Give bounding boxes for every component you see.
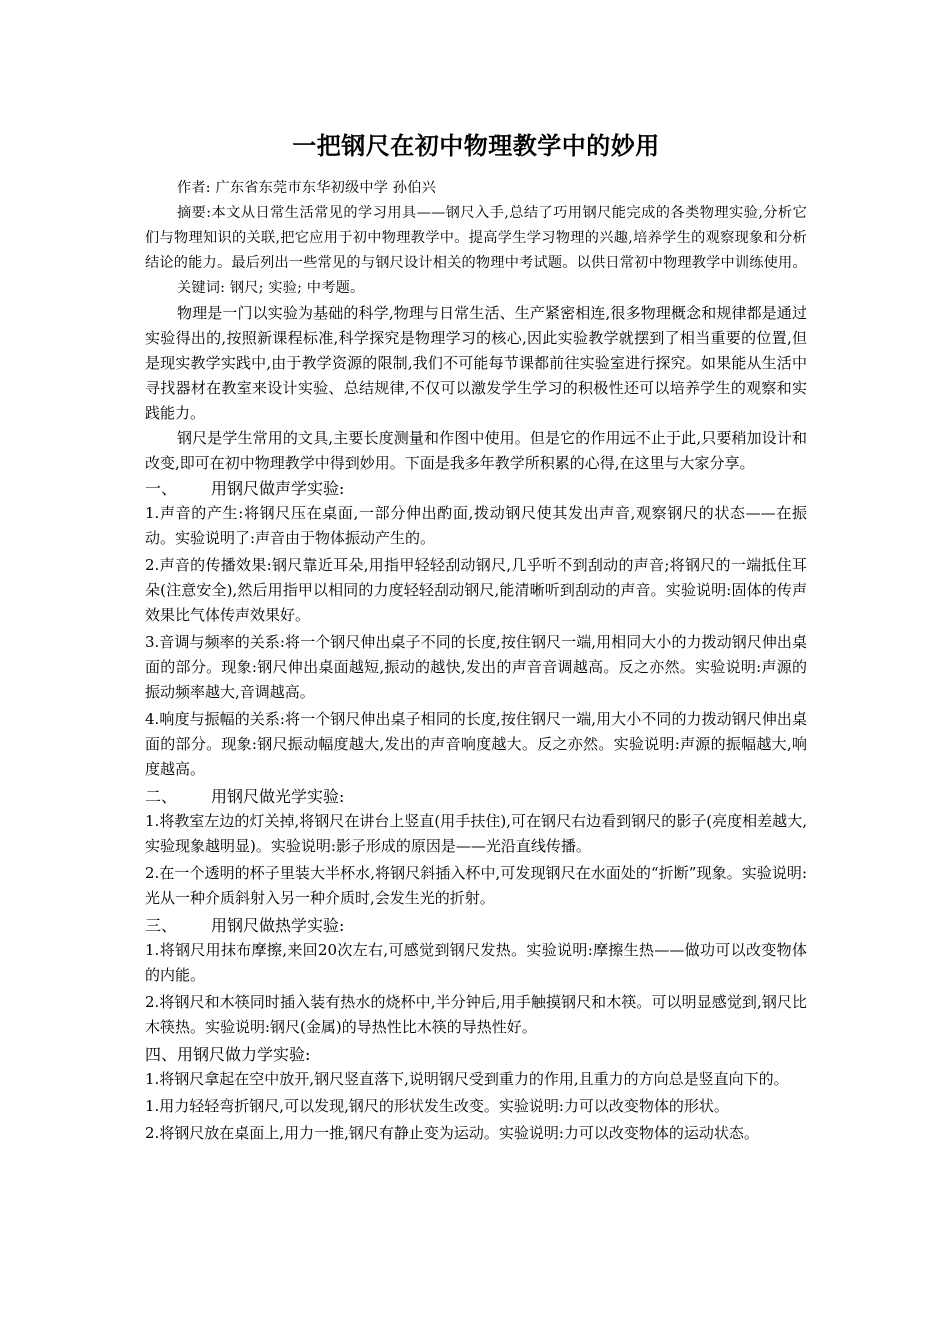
section-title: 用钢尺做声学实验: [211, 479, 345, 498]
section-heading-mechanics [145, 1042, 807, 1067]
section-heading-thermal [145, 913, 807, 938]
document-page [145, 128, 807, 1148]
abstract-label: 摘要: [177, 205, 212, 221]
section-number: 二、 [145, 787, 178, 806]
list-item: 3.音调与频率的关系:将一个钢尺伸出桌子不同的长度,按住钢尺一端,用相同大小的力拨动钢尺伸出桌面的部分。现象:钢尺伸出桌面越短,振动的越快,发出的声音音调越高。反之亦然。实验说明:声源的振动频率越大,音调越高。 [145, 633, 807, 701]
list-item: 4.响度与振幅的关系:将一个钢尺伸出桌子相同的长度,按住钢尺一端,用大小不同的力拨动钢尺伸出桌面的部分。现象:钢尺振动幅度越大,发出的声音响度越大。反之亦然。实验说明:声源的振幅越大,响度越高。 [145, 710, 807, 778]
section-heading-optics [145, 784, 807, 809]
list-item: 2.声音的传播效果:钢尺靠近耳朵,用指甲轻轻刮动钢尺,几乎听不到刮动的声音;将钢尺的一端抵住耳朵(注意安全),然后用指甲以相同的力度轻轻刮动钢尺,能清晰听到刮动的声音。实验说明:固体的传声效果比气体传声效果好。 [145, 556, 807, 624]
keywords-line [145, 276, 807, 301]
section-number: 一、 [145, 479, 178, 498]
list-item: 1.声音的产生:将钢尺压在桌面,一部分伸出酌面,拨动钢尺使其发出声音,观察钢尺的状态——在振动。实验说明了:声音由于物体振动产生的。 [145, 504, 807, 547]
author-label: 作者: [177, 180, 211, 196]
section-number: 三、 [145, 916, 178, 935]
section-title: 用钢尺做热学实验: [211, 916, 345, 935]
author-line [145, 176, 807, 201]
list-item: 2.将钢尺放在桌面上,用力一推,钢尺有静止变为运动。实验说明:力可以改变物体的运动状态。 [145, 1124, 759, 1142]
section-number: 四、 [145, 1045, 178, 1064]
author-value: 广东省东莞市东华初级中学 孙伯兴 [215, 180, 437, 196]
list-item: 1.将钢尺用抹布摩擦,来回20次左右,可感觉到钢尺发热。实验说明:摩擦生热——做功可以改变物体的内能。 [145, 941, 807, 984]
list-item: 1.将钢尺拿起在空中放开,钢尺竖直落下,说明钢尺受到重力的作用,且重力的方向总是竖直向下的。 [145, 1070, 789, 1088]
intro-paragraph-2: 钢尺是学生常用的文具,主要长度测量和作图中使用。但是它的作用远不止于此,只要稍加设计和改变,即可在初中物理教学中得到妙用。下面是我多年教学所积累的心得,在这里与大家分享。 [145, 429, 807, 472]
section-title: 用钢尺做力学实验: [177, 1045, 311, 1064]
section-title: 用钢尺做光学实验: [211, 787, 345, 806]
list-item: 1.将教室左边的灯关掉,将钢尺在讲台上竖直(用手扶住),可在钢尺右边看到钢尺的影子(亮度相差越大,实验现象越明显)。实验说明:影子形成的原因是——光沿直线传播。 [145, 812, 807, 855]
abstract-text: 本文从日常生活常见的学习用具——钢尺入手,总结了巧用钢尺能完成的各类物理实验,分析它们与物理知识的关联,把它应用于初中物理教学中。提高学生学习物理的兴趣,培养学生的观察现象和分析结论的能力。最后列出一些常见的与钢尺设计相关的物理中考试题。以供日常初中物理教学中训练使用。 [145, 205, 807, 271]
document-title: 一把钢尺在初中物理教学中的妙用 [292, 131, 660, 160]
keywords-text: 钢尺; 实验; 中考题。 [229, 280, 365, 296]
list-item: 2.在一个透明的杯子里装大半杯水,将钢尺斜插入杯中,可发现钢尺在水面处的“折断”现象。实验说明:光从一种介质斜射入另一种介质时,会发生光的折射。 [145, 864, 807, 907]
list-item: 2.将钢尺和木筷同时插入装有热水的烧杯中,半分钟后,用手触摸钢尺和木筷。可以明显感觉到,钢尺比木筷热。实验说明:钢尺(金属)的导热性比木筷的导热性好。 [145, 993, 807, 1036]
section-heading-acoustics [145, 476, 807, 501]
keywords-label: 关键词: [177, 280, 226, 296]
abstract-paragraph [145, 201, 807, 276]
intro-paragraph-1: 物理是一门以实验为基础的科学,物理与日常生活、生产紧密相连,很多物理概念和规律都是通过实验得出的,按照新课程标准,科学探究是物理学习的核心,因此实验教学就摆到了相当重要的位置,但是现实教学实践中,由于教学资源的限制,我们不可能每节课都前往实验室进行探究。如果能从生活中寻找器材在教室来设计实验、总结规律,不仅可以激发学生学习的积极性还可以培养学生的观察和实践能力。 [145, 304, 807, 422]
list-item: 1.用力轻轻弯折钢尺,可以发现,钢尺的形状发生改变。实验说明:力可以改变物体的形状。 [145, 1097, 729, 1115]
